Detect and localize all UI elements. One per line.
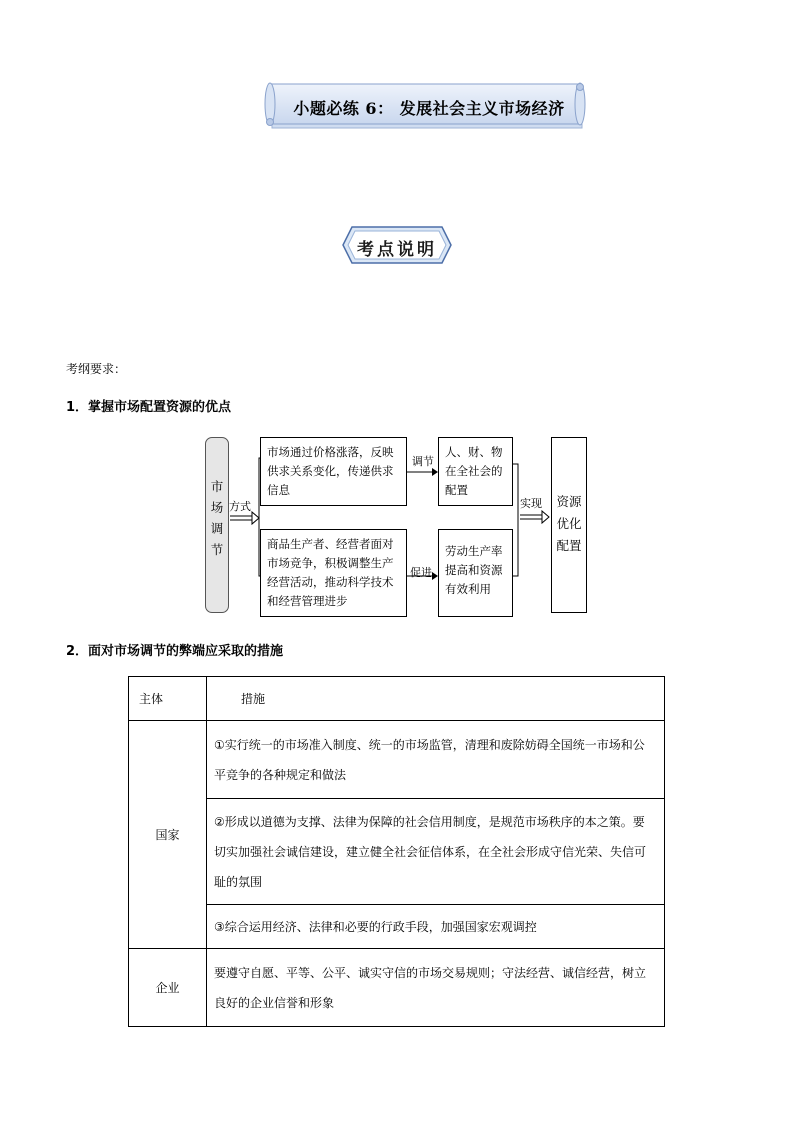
table-row — [129, 799, 665, 905]
section2-heading: 2．面对市场调节的弊端应采取的措施 — [66, 644, 284, 659]
measure-cell: ③综合运用经济、法律和必要的行政手段，加强国家宏观调控 — [207, 905, 665, 949]
method-label: 方式 — [229, 500, 251, 513]
page-title: 小题必练 6： 发展社会主义市场经济 — [293, 99, 565, 118]
measure-cell: ①实行统一的市场准入制度、统一的市场监管，清理和废除妨碍全国统一市场和公平竞争的各种规定和做法 — [207, 721, 665, 799]
realize-label: 实现 — [520, 497, 542, 510]
section1-heading: 1．掌握市场配置资源的优点 — [66, 400, 232, 415]
table-header-row — [129, 677, 665, 721]
competition-mechanism-box: 商品生产者、经营者面对市场竞争，积极调整生产经营活动，推动科学技术和经营管理进步 — [260, 529, 407, 617]
table-row — [129, 721, 665, 799]
subject-cell-enterprise: 企业 — [129, 949, 207, 1027]
resource-optimization-box: 资源优化配置 — [551, 437, 587, 613]
double-arrow-icon — [520, 511, 549, 523]
productivity-result-box: 劳动生产率提高和资源有效利用 — [438, 529, 513, 617]
promote-label: 促进 — [410, 566, 432, 579]
table-row — [129, 905, 665, 949]
table-row — [129, 949, 665, 1027]
column-header-subject: 主体 — [129, 677, 207, 721]
measure-cell: ②形成以道德为支撑、法律为保障的社会信用制度，是规范市场秩序的本之策。要切实加强社会诚信建设，建立健全社会征信体系，在全社会形成守信光荣、失信可耻的氛围 — [207, 799, 665, 905]
allocation-result-box: 人、财、物在全社会的配置 — [438, 437, 513, 506]
regulate-label: 调节 — [412, 455, 434, 468]
column-header-measures: 措施 — [207, 677, 665, 721]
price-mechanism-box: 市场通过价格涨落，反映供求关系变化，传递供求信息 — [260, 437, 407, 506]
badge-label: 考点说明 — [357, 240, 437, 260]
measures-table — [128, 676, 665, 1027]
syllabus-label: 考纲要求： — [66, 362, 127, 376]
arrow-right-icon — [407, 468, 438, 476]
measure-cell: 要遵守自愿、平等、公平、诚实守信的市场交易规则；守法经营、诚信经营，树立良好的企业信誉和形象 — [207, 949, 665, 1027]
subject-cell-state: 国家 — [129, 721, 207, 949]
market-regulation-box: 市场调节 — [205, 437, 229, 613]
